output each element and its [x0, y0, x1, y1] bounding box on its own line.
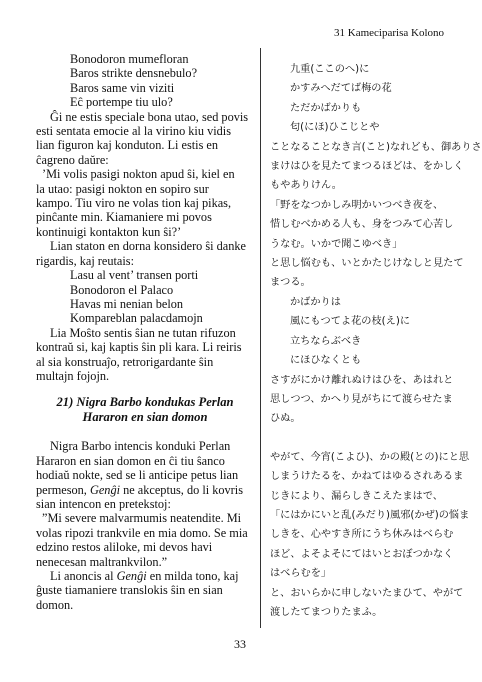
text-line: kampo. Tiu viro ne volas tion kaj pikas, — [36, 196, 232, 211]
text-line: la utao: pasigi nokton en sopiro sur — [36, 181, 209, 196]
text-line: まけはひを見たてまつるほどは、をかしく — [270, 161, 464, 173]
text-line: nenecesan maltrankvilon.” — [36, 554, 168, 569]
text-line: ĉagreno daŭre: — [36, 152, 109, 167]
text-line: ”Mi severe malvarmumis neatendite. Mi — [42, 511, 242, 526]
waka-line: にほひなくとも — [290, 355, 362, 367]
waka-line: 風にもつてよ花の枝(え)に — [290, 316, 411, 328]
verse-line: Baros same vin viziti — [70, 80, 175, 95]
text-line: domon. — [36, 597, 74, 612]
text-line: 「にはかにいと乱(みだり)風邪(かぜ)の悩ま — [270, 509, 470, 521]
paragraph-gap — [270, 429, 450, 448]
text-line: edzino restos aliloke, mi devos havi — [36, 540, 213, 555]
waka-line: 立ちならぶべき — [290, 335, 362, 347]
japanese-column — [270, 60, 482, 622]
text-line: sian intencon en pretekstoj: — [36, 496, 171, 511]
text-line: ’Mi volis pasigi nokton apud ŝi, kiel en — [42, 167, 235, 182]
text-line: rigardis, kaj reutais: — [36, 253, 135, 268]
verse-line: Eĉ portempe tiu ulo? — [70, 95, 173, 110]
waka-line: ただかばかりも — [290, 102, 362, 114]
text-line: ほど、よそよそにてはいとおぼつかなく — [270, 548, 454, 560]
text-line: kontraŭ si, kaj kaptis ŝin pli kara. Li reiris — [36, 340, 242, 355]
text-line: 「野をなつかしみ明かいつべき夜を、 — [270, 199, 444, 211]
waka-line: かばかりは — [290, 296, 341, 308]
verse-line: Bonodoron el Palaco — [70, 282, 174, 297]
text-line: ĝuste tiamaniere translokis ŝin en sian — [36, 583, 223, 598]
text-line: volas ripozi trankvile en mia domo. Se mia — [36, 525, 248, 540]
text-line: kontinuigi kontakton kun ŝi?’ — [36, 224, 182, 239]
text-line: al sia konstruaĵo, retrorigardante ŝin — [36, 354, 214, 369]
waka-line: 匂(にほ)ひこじとや — [290, 122, 380, 134]
text-line: まつる。 — [270, 277, 311, 289]
verse-line: Kompareblan palacdamojn — [70, 311, 203, 326]
text-line: やがて、今宵(こよひ)、かの殿(との)にと思 — [270, 451, 470, 463]
section-heading: Hararon en sian domon — [82, 410, 208, 425]
esperanto-column — [36, 52, 254, 612]
text-line: しきを、心やすき所にうち休みはべらむ — [270, 529, 454, 541]
text-line: 惜しむべかめる人も、身をつみて心苦し — [270, 219, 454, 231]
text-line: 思しつつ、かへり見がちにて渡らせたま — [270, 393, 453, 405]
text-line: Nigra Barbo intencis konduki Perlan — [50, 439, 231, 454]
text-line: hodiaŭ nokte, sed se li anticipe petus lian — [36, 468, 239, 483]
verse-line: Havas mi nenian belon — [70, 296, 184, 311]
text-line: Li anoncis al Genĝi en milda tono, kaj — [50, 569, 239, 583]
text-line: Lia Moŝto sentis ŝian ne tutan rifuzon — [50, 325, 236, 340]
text-line: ひぬ。 — [270, 413, 301, 425]
text-line: lian figuron kaj konduton. Li estis en — [36, 138, 219, 153]
running-head: 31 Kameciparisa Kolono — [334, 27, 444, 39]
text-line: じきにより、漏らしきこえたまはで、 — [270, 490, 443, 502]
text-line: permeson, Genĝi ne akceptus, do li kovris — [36, 482, 243, 497]
text-line: うなむ。いかで聞こゆべき」 — [270, 238, 403, 250]
column-divider — [260, 48, 261, 628]
text-line: Ĝi ne estis speciale bona utao, sed povis — [50, 109, 249, 124]
text-line: Lian staton en dorna konsidero ŝi danke — [50, 239, 247, 254]
text-line: 渡したてまつりたまふ。 — [270, 606, 383, 618]
section-heading: 21) Nigra Barbo kondukas Perlan — [56, 395, 234, 410]
text-line: esti sentata emocie al la virino kiu vidis — [36, 124, 231, 139]
verse-line: Baros strikte densnebulo? — [70, 66, 198, 81]
text-line: multajn fojojn. — [36, 368, 110, 383]
verse-line: Lasu al vent’ transen porti — [70, 268, 199, 283]
text-line: さすがにかけ離れぬけはひを、あはれと — [270, 374, 454, 386]
text-line: Hararon en sian domon en ĉi tiu ŝanco — [36, 453, 225, 468]
waka-line: かすみへだてば梅の花 — [290, 83, 392, 95]
text-line: しまうけたるを、かねてはゆるされあるま — [270, 471, 464, 483]
waka-line: 九重(ここのへ)に — [290, 64, 370, 75]
text-line: ことなることなき言(こと)なれども、御ありさ — [270, 141, 482, 153]
text-line: もやありけん。 — [270, 180, 342, 192]
text-line: はべらむを」 — [270, 568, 332, 580]
text-line: と、おいらかに申しないたまひて、やがて — [270, 587, 464, 599]
text-line: pinĉante min. Kiamaniere mi povos — [36, 210, 212, 225]
text-line: と思し悩むも、いとかたじけなしと見たて — [270, 258, 464, 270]
page-number: 33 — [234, 637, 246, 651]
verse-line: Bonodoron mumefloran — [70, 52, 189, 66]
